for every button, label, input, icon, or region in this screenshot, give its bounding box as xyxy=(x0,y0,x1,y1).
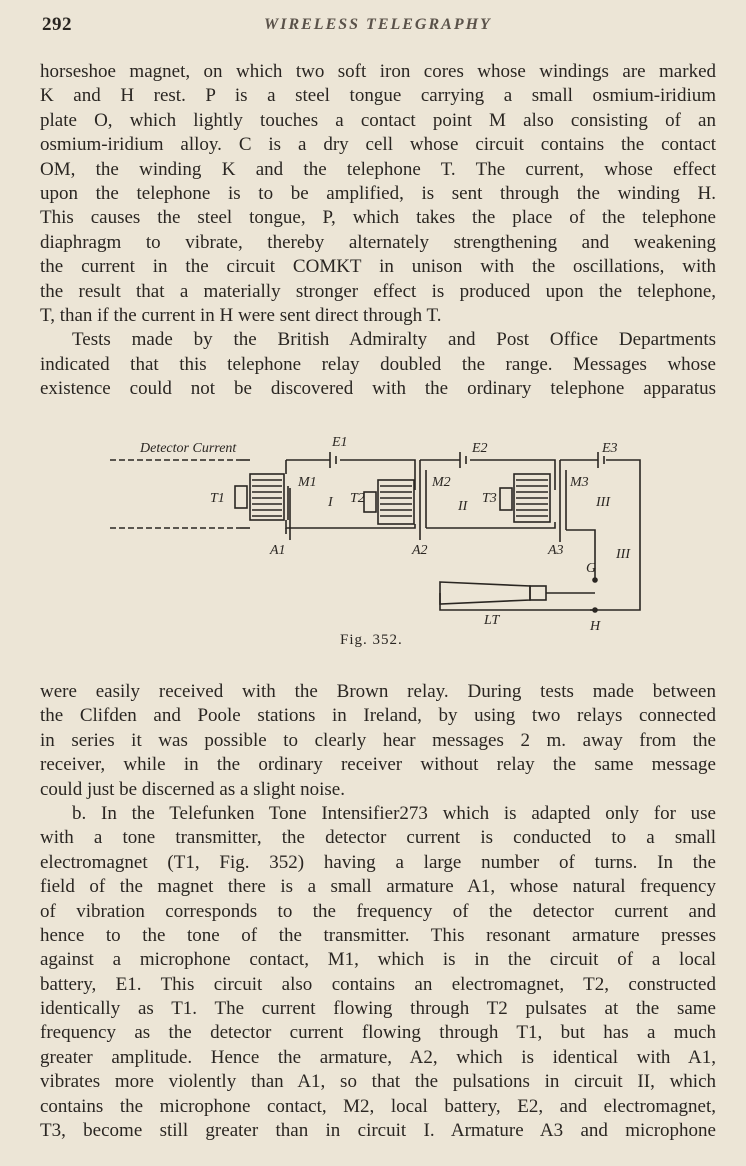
circuit-figure xyxy=(110,430,650,660)
bottom-text-block xyxy=(40,680,716,1143)
text-line: the result that a materially stronger effect is produced upon the telephone, xyxy=(40,280,716,302)
text-line: horseshoe magnet, on which two soft iron cores whose windings are marked xyxy=(40,61,716,82)
running-title: WIRELESS TELEGRAPHY xyxy=(264,16,492,33)
circuit-diagram xyxy=(110,430,650,630)
label-a3: A3 xyxy=(548,543,564,558)
text-line: in series it was possible to clearly hear messages 2 m. away from the xyxy=(40,729,716,751)
top-text-block xyxy=(40,60,716,401)
label-e3: E3 xyxy=(602,441,618,456)
text-line: diaphragm to vibrate, thereby alternately strengthening and weakening xyxy=(40,231,716,253)
text-line: frequency as the detector current flowing through T1, but has a much xyxy=(40,1022,716,1044)
text-line: vibrates more violently than A1, so that the pulsations in circuit II, which xyxy=(40,1071,716,1093)
label-lt: LT xyxy=(484,613,500,628)
text-line: Tests made by the British Admiralty and Post Office Departments xyxy=(72,329,716,351)
page-number: 292 xyxy=(42,14,72,35)
text-line: existence could not be discovered with the ordinary telephone apparatus xyxy=(40,378,716,400)
text-line: receiver, while in the ordinary receiver without relay the same message xyxy=(40,754,716,776)
text-line: b. In the Telefunken Tone Intensifier273 which is adapted only for use xyxy=(72,802,716,824)
text-line: contains the microphone contact, M2, local battery, E2, and electromagnet, xyxy=(40,1095,716,1117)
label-h: H xyxy=(590,619,601,630)
text-line: hence to the tone of the transmitter. This resonant armature presses xyxy=(40,924,716,946)
figure-caption: Fig. 352. xyxy=(340,632,403,648)
text-line: battery, E1. This circuit also contains an electromagnet, T2, constructed xyxy=(40,973,716,995)
text-line: the current in the circuit COMKT in unison with the oscillations, with xyxy=(40,256,716,278)
text-line: field of the magnet there is a small armature A1, whose natural frequency xyxy=(40,876,716,898)
text-line: the Clifden and Poole stations in Ireland, by using two relays connected xyxy=(40,705,716,727)
text-line: This causes the steel tongue, P, which takes the place of the telephone xyxy=(40,207,716,229)
page-header xyxy=(0,14,746,40)
text-line: OM, the winding K and the telephone T. The current, whose effect xyxy=(40,158,716,180)
label-t1: T1 xyxy=(210,491,225,506)
text-line: with a tone transmitter, the detector current is conducted to a small xyxy=(40,827,716,849)
label-m3: M3 xyxy=(570,475,589,490)
text-line: T, than if the current in H were sent direct through T. xyxy=(40,304,442,326)
text-line: upon the telephone is to be amplified, is sent through the winding H. xyxy=(40,182,716,204)
text-line: identically as T1. The current flowing through T2 pulsates at the same xyxy=(40,998,716,1020)
label-g: G xyxy=(586,561,597,576)
text-line: indicated that this telephone relay doubled the range. Messages whose xyxy=(40,353,716,375)
text-line: plate O, which lightly touches a contact point M also consisting of an xyxy=(40,109,716,131)
text-line: were easily received with the Brown relay. During tests made between xyxy=(40,681,716,702)
text-line: osmium-iridium alloy. C is a dry cell whose circuit contains the contact xyxy=(40,134,716,156)
text-line: greater amplitude. Hence the armature, A2, which is identical with A1, xyxy=(40,1046,716,1068)
label-t2: T2 xyxy=(350,491,365,506)
label-t3: T3 xyxy=(482,491,497,506)
label-m1: M1 xyxy=(298,475,317,490)
text-line: against a microphone contact, M1, which is in the circuit of a local xyxy=(40,949,716,971)
detector-current-label: Detector Current xyxy=(140,441,237,456)
label-circuit-iii: III xyxy=(596,495,610,510)
label-circuit-i: I xyxy=(328,495,333,510)
label-m2: M2 xyxy=(432,475,451,490)
text-line: K and H rest. P is a steel tongue carrying a small osmium-iridium xyxy=(40,85,716,107)
label-a2: A2 xyxy=(412,543,428,558)
text-line: T3, become still greater than in circuit I. Armature A3 and microphone xyxy=(40,1120,716,1142)
label-circuit-iii-b: III xyxy=(616,547,630,562)
label-e1: E1 xyxy=(332,435,348,450)
text-line: could just be discerned as a slight noise. xyxy=(40,778,345,800)
label-a1: A1 xyxy=(270,543,286,558)
text-line: electromagnet (T1, Fig. 352) having a large number of turns. In the xyxy=(40,851,716,873)
label-circuit-ii: II xyxy=(458,499,468,514)
text-line: of vibration corresponds to the frequency of the detector current and xyxy=(40,900,716,922)
label-e2: E2 xyxy=(472,441,488,456)
